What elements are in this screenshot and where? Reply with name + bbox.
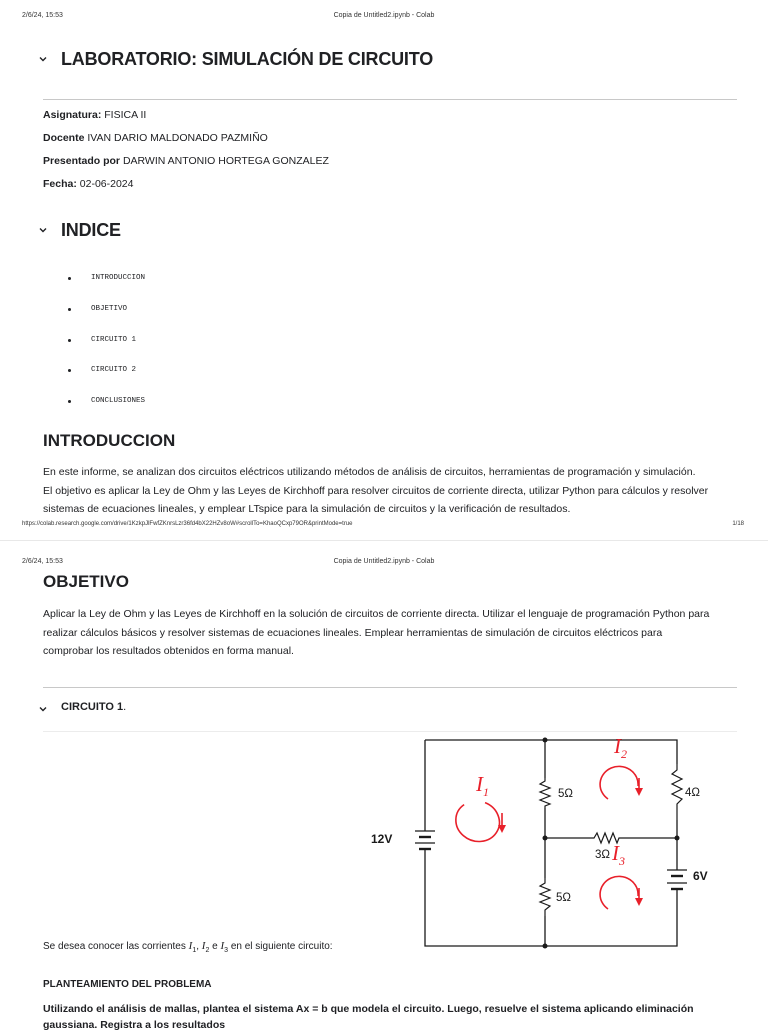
intro-text: Se desea conocer las corrientes <box>43 941 189 952</box>
problem-text-cut: gaussiana. Registra a los resultados <box>43 1019 226 1031</box>
current-1-loop-icon <box>450 795 505 848</box>
print-header-title: Copia de Untitled2.ipynb - Colab <box>333 12 435 19</box>
source-left-label: 12V <box>371 832 393 846</box>
battery-6v-icon <box>667 860 687 900</box>
current-1-label: $I_1$ <box>476 772 489 799</box>
meta-asignatura-label: Asignatura: <box>43 109 102 121</box>
divider <box>43 687 737 688</box>
objetivo-line: comprobar los resultados obtenidos en forma manual. <box>43 645 294 657</box>
objetivo-line: Aplicar la Ley de Ohm y las Leyes de Kirchhoff en la solución de circuitos de corriente directa. Utilizar el lenguaje de programación Python para <box>43 608 710 620</box>
circuit-wires <box>425 740 677 946</box>
circuito1-title-suffix: . <box>123 701 127 713</box>
introduccion-line: sistemas de ecuaciones lineales, y emplear LTspice para la simulación de circuitos y la verificación de resultados. <box>43 503 571 515</box>
meta-fecha <box>43 178 133 190</box>
section-indice-title: INDICE <box>61 220 121 240</box>
current-2-loop-icon <box>600 766 638 799</box>
meta-docente-value: IVAN DARIO MALDONADO PAZMIÑO <box>87 132 268 144</box>
collapse-circuito1-chevron-icon[interactable] <box>38 704 48 714</box>
meta-presentado-label: Presentado por <box>43 155 121 167</box>
circuito1-intro <box>43 940 333 954</box>
resistor-top-right-icon <box>672 764 682 820</box>
page-break <box>0 540 768 541</box>
node-dot <box>543 738 548 743</box>
introduccion-text <box>43 463 743 519</box>
problem-heading: PLANTEAMIENTO DEL PROBLEMA <box>43 979 212 990</box>
node-dot <box>543 944 548 949</box>
print-header-title: Copia de Untitled2.ipynb - Colab <box>333 558 435 565</box>
current-3-label: $I_3$ <box>612 841 625 868</box>
node-dot <box>675 836 680 841</box>
meta-docente-label: Docente <box>43 132 85 144</box>
meta-docente <box>43 132 268 144</box>
introduccion-line: En este informe, se analizan dos circuitos eléctricos utilizando métodos de análisis de circuitos, herramientas de programación y simulación. <box>43 466 696 478</box>
resistor-bottom-left-label: 5Ω <box>556 892 571 904</box>
current-subscript: 3 <box>224 947 229 954</box>
bullet-icon <box>68 400 71 403</box>
print-page-2 <box>0 548 768 1031</box>
bullet-icon <box>68 339 71 342</box>
print-footer-url: https://colab.research.google.com/drive/1KzkpJlFwfZKnrsLzr36fd4bX22HZv8oW#scrollTo=KhaoQCxp79OR&printMode=true <box>22 521 353 527</box>
meta-fecha-value: 02-06-2024 <box>79 178 134 190</box>
bullet-icon <box>68 277 71 280</box>
current-subscript: 1 <box>192 947 197 954</box>
current-symbol: I <box>188 940 193 952</box>
resistor-bottom-left-icon <box>540 878 550 916</box>
current-2-label: $I_2$ <box>614 734 627 761</box>
objetivo-title: OBJETIVO <box>43 572 129 591</box>
current-subscript: 2 <box>205 947 210 954</box>
print-header-date: 2/6/24, 15:53 <box>22 12 63 19</box>
bullet-icon <box>68 369 71 372</box>
objetivo-line: realizar cálculos básicos y resolver sistemas de ecuaciones lineales. Emplear herramientas de simulación de circuitos eléctricos para <box>43 626 663 639</box>
node-dot <box>543 836 548 841</box>
bullet-icon <box>68 308 71 311</box>
battery-12v-icon <box>415 822 435 852</box>
current-3-loop-icon <box>600 876 638 909</box>
introduccion-title: INTRODUCCION <box>43 431 176 450</box>
problem-text: Utilizando el análisis de mallas, plantea el sistema Ax = b que modela el circuito. Luego, resuelve el sistema aplicando eliminación <box>43 1003 694 1015</box>
circuito1-title <box>61 701 126 713</box>
objetivo-text <box>43 605 743 661</box>
intro-sep: , <box>196 941 202 952</box>
current-symbol: I <box>201 940 206 952</box>
circuit-1-diagram <box>365 720 720 956</box>
collapse-section-indice-chevron-icon[interactable] <box>38 225 48 235</box>
meta-asignatura <box>43 109 146 121</box>
source-right-label: 6V <box>693 869 708 883</box>
print-footer-page: 1/18 <box>732 521 744 527</box>
circuito1-title-text: CIRCUITO 1 <box>61 701 124 713</box>
print-header-date: 2/6/24, 15:53 <box>22 558 63 565</box>
divider <box>43 99 737 100</box>
intro-sep: e <box>209 941 221 952</box>
collapse-section-lab-chevron-icon[interactable] <box>38 54 48 64</box>
current-symbol: I <box>220 940 225 952</box>
meta-fecha-label: Fecha: <box>43 178 77 190</box>
section-lab-title: LABORATORIO: SIMULACIÓN DE CIRCUITO <box>61 49 433 69</box>
resistor-top-left-icon <box>540 778 550 808</box>
meta-asignatura-value: FISICA II <box>104 109 147 121</box>
introduccion-line: El objetivo es aplicar la Ley de Ohm y las Leyes de Kirchhoff para resolver circuitos de corriente directa, utilizar Python para cálculos y resolver <box>43 484 709 497</box>
resistor-top-right-label: 4Ω <box>685 787 700 799</box>
meta-presentado <box>43 155 329 167</box>
meta-presentado-value: DARWIN ANTONIO HORTEGA GONZALEZ <box>122 155 329 167</box>
print-page-1: 2/6/24, 15:53 Copia de Untitled2.ipynb - Colab LABORATORIO: SIMULACIÓN DE CIRCUITO Asignatura: FISICA II Docente IVAN DARIO MALDONADO PAZMIÑO Presentado por DARWIN ANTONIO HORTEGA GONZALEZ Fecha: 02-06-2024 INDICE INTRODUCCION OBJETIVO CIRCUITO 1 CIRCUITO 2 CONCLUSIONES INTRODUCCION En este informe, se analizan dos circuitos eléctricos utilizando métodos de análisis de circuitos, herramientas de programación y simulación. El objetivo es aplicar la Ley de Ohm y las Leyes de Kirchhoff para resolver circuitos de corriente directa, utilizar Python para cálculos y resolver sistemas de ecuaciones lineales, y emplear LTspice para la simulación de circuitos y la verificación de resultados. https://colab.research.google.com/drive/1KzkpJlFwfZKnrsLzr36fd4bX22HZv8oW#scrollTo=KhaoQCxp79OR&printMode=true 1/18 <box>0 0 768 536</box>
resistor-top-left-label: 5Ω <box>558 788 573 800</box>
intro-text: en el siguiente circuito: <box>228 941 333 952</box>
resistor-middle-label: 3Ω <box>595 849 610 861</box>
